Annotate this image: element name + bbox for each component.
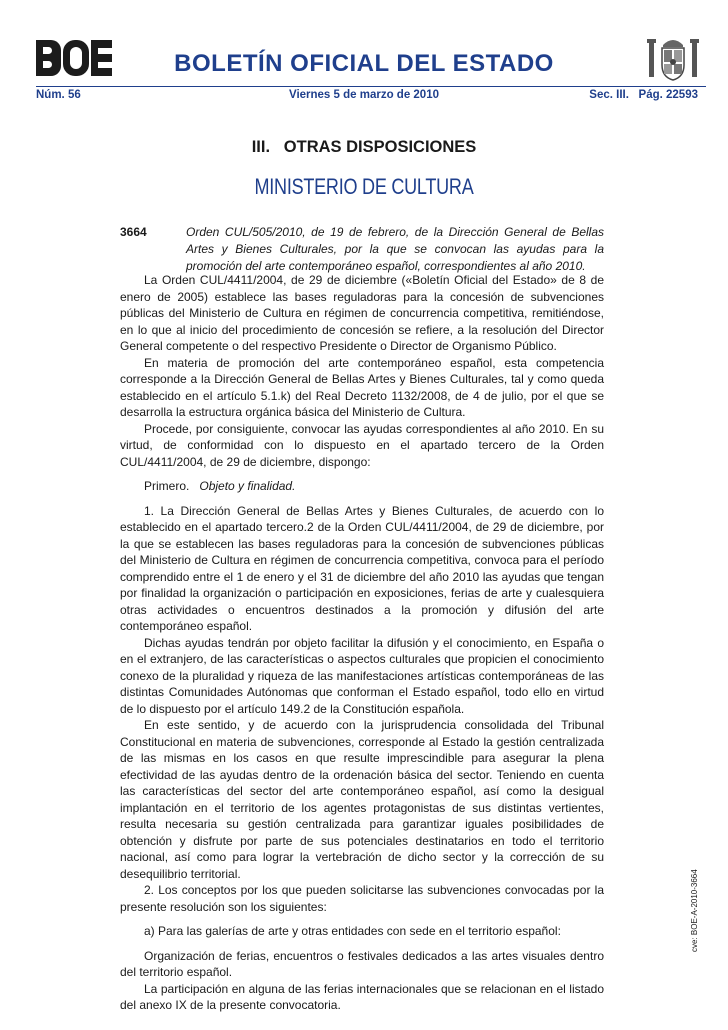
header-rule	[36, 86, 706, 87]
article-label: Primero.	[144, 479, 190, 493]
issue-date: Viernes 5 de marzo de 2010	[288, 89, 439, 101]
document-body	[120, 272, 604, 1014]
body-paragraph: La participación en alguna de las ferias internacionales que se relacionan en el listado del anexo IX de la presente convocatoria.	[120, 981, 604, 1012]
page-number: Pág. 22593	[638, 89, 698, 101]
list-item: a) Para las galerías de arte y otras entidades con sede en el territorio español:	[144, 924, 561, 938]
body-paragraph: Procede, por consiguiente, convocar las ayudas correspondientes al año 2010. En su virtud, de conformidad con lo dispuesto en el apartado tercero de la Orden CUL/4411/2004, de 29 de diciembre, dispongo:	[120, 421, 604, 469]
section-heading: III. OTRAS DISPOSICIONES	[251, 138, 477, 156]
body-paragraph: En materia de promoción del arte contemporáneo español, esta competencia corresponde a la Dirección General de Bellas Artes y Bienes Culturales, tal y como queda establecido en el artículo 5.1.k) del Real Decreto 1132/2008, de 4 de julio, por el que se desarrolla la estructura orgánica básica del Ministerio de Cultura.	[120, 355, 604, 419]
publication-title: BOLETÍN OFICIAL DEL ESTADO	[174, 50, 554, 77]
body-paragraph: Dichas ayudas tendrán por objeto facilitar la difusión y el conocimiento, en España o en el extranjero, de las características o aspectos culturales que propicien el conocimiento conexo de la pluralidad y riqueza de las manifestaciones artísticas contemporáneas de las distintas Comunidades Autónomas que conforman el Estado español, todo ello en virtud de lo dispuesto por el artículo 149.2 de la Constitución española.	[120, 635, 604, 716]
article-title: Objeto y finalidad.	[199, 479, 296, 493]
body-paragraph: La Orden CUL/4411/2004, de 29 de diciembre («Boletín Oficial del Estado» de 8 de enero de 2005) establece las bases reguladoras para la concesión de subvenciones públicas del Ministerio de Cultura en régimen de concurrencia competitiva, remitiéndose, en lo que al inicio del procedimiento de concesión se refiere, a la resolución del Director General competente o del respectivo Presidente o Director de Organismo Público.	[120, 273, 604, 353]
section-label: Sec. III.	[589, 89, 629, 101]
body-paragraph: 2. Los conceptos por los que pueden solicitarse las subvenciones convocadas por la presente resolución son los siguientes:	[120, 883, 604, 914]
article-heading	[120, 478, 604, 495]
body-paragraph: En este sentido, y de acuerdo con la jurisprudencia consolidada del Tribunal Constitucional en materia de subvenciones, corresponde al Estado la gestión centralizada de las mismas en los casos en que resulte imprescindible para asegurar la plena efectividad de las ayudas dentro de la ordenación básica del sector. Teniendo en cuenta las características del sector del arte contemporáneo español, así como la desigual implantación en el territorio de los agentes protagonistas de sus distintas vertientes, resulta necesaria su gestión centralizada para garantizar iguales posibilidades de obtención y disfrute por parte de sus potenciales destinatarios en todo el territorio nacional, así como para lograr la vertebración de dicho sector y la corrección de su desequilibrio territorial.	[120, 718, 604, 881]
coat-of-arms-icon	[645, 33, 701, 83]
order-number: 3664	[120, 225, 147, 239]
body-paragraph: Organización de ferias, encuentros o festivales dedicados a las artes visuales dentro del territorio español.	[120, 948, 604, 979]
cve-identifier: cve: BOE-A-2010-3664	[690, 869, 699, 952]
body-paragraph: 1. La Dirección General de Bellas Artes y Bienes Culturales, de acuerdo con lo establecido en el apartado tercero.2 de la Orden CUL/4411/2004, de 29 de diciembre, por la que se establecen las bases reguladoras para la concesión de subvenciones públicas del Ministerio de Cultura en régimen de concurrencia competitiva, convoca para el período comprendido entre el 1 de enero y el 31 de diciembre del año 2010 las ayudas que tengan por finalidad la organización o participación en exposiciones, ferias de arte y cualesquiera otras actividades o encuentros destinados a la promoción y difusión del arte contemporáneo español.	[120, 503, 604, 633]
issue-number: Núm. 56	[36, 89, 81, 101]
section-page	[589, 89, 698, 101]
order-title: Orden CUL/505/2010, de 19 de febrero, de la Dirección General de Bellas Artes y Bienes Culturales, por la que se convocan las ayudas para la promoción del arte contemporáneo español, correspondientes al año 2010.	[186, 225, 604, 273]
ministry-heading: MINISTERIO DE CULTURA	[254, 174, 474, 199]
